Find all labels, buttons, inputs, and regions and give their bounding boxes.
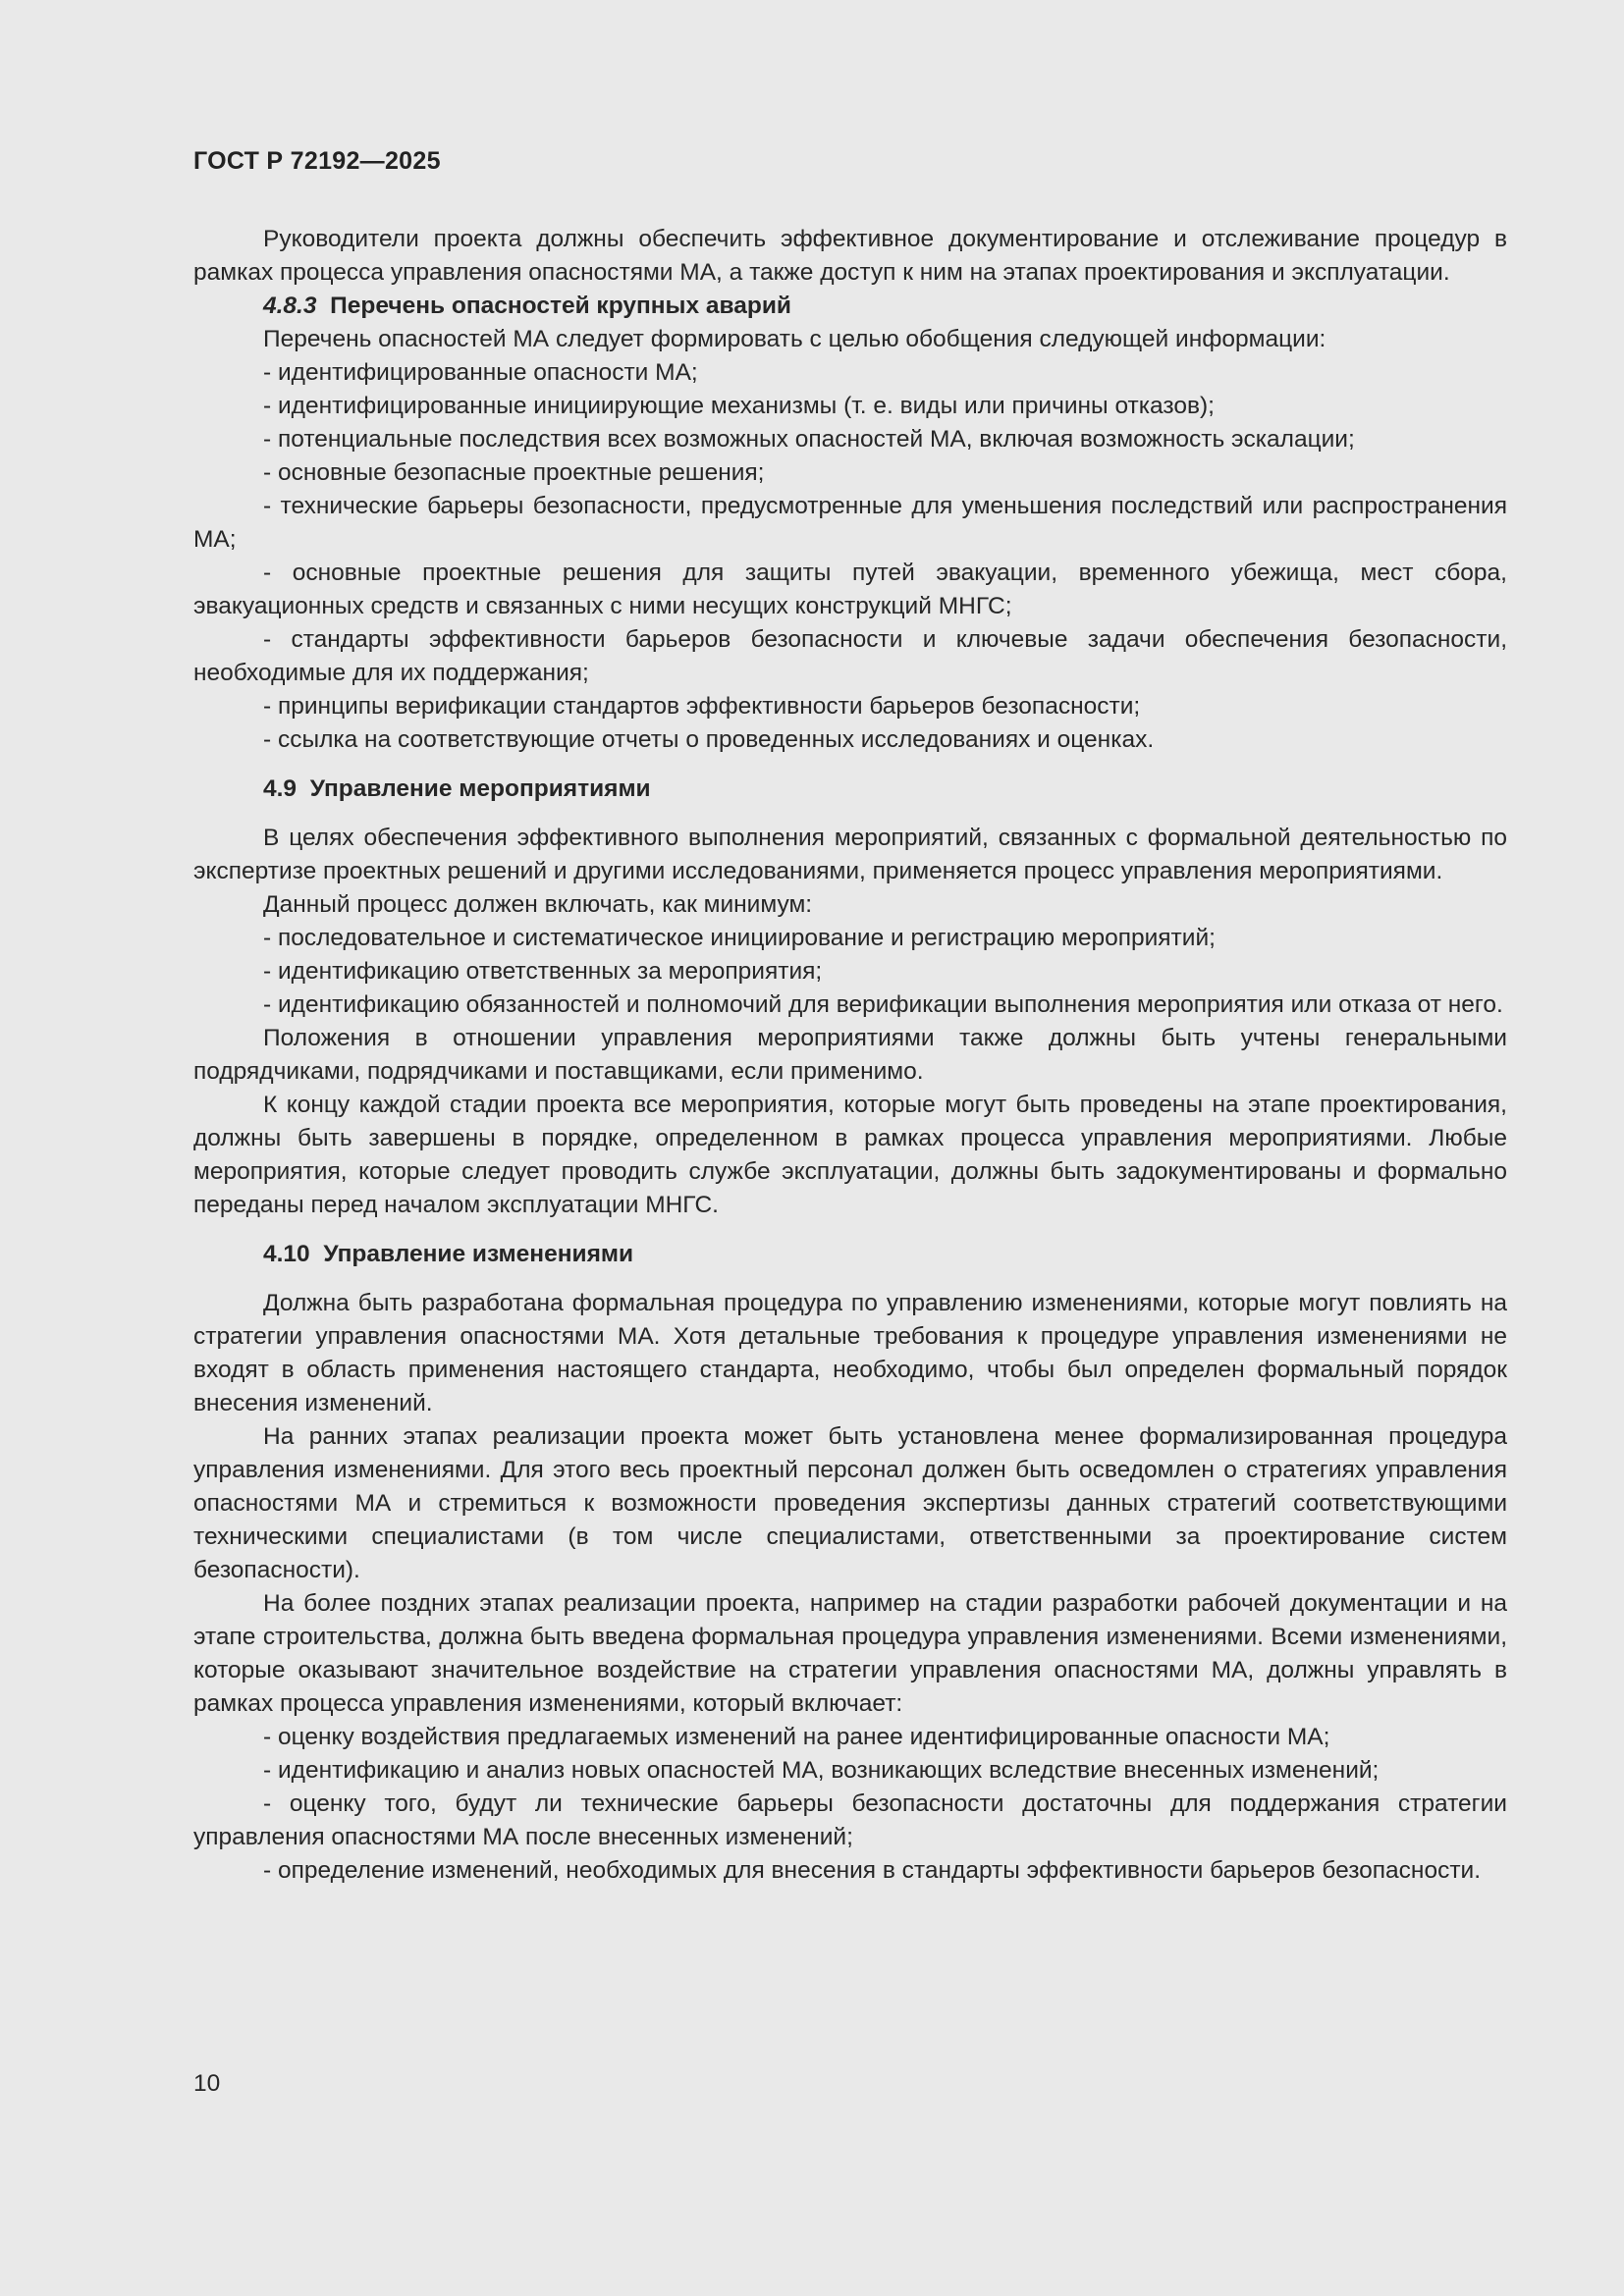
section-number: 4.8.3 xyxy=(263,293,317,319)
section-heading-4-8-3 xyxy=(193,290,1507,323)
list-item: - идентификацию обязанностей и полномочий для верификации выполнения мероприятия или отказа от него. xyxy=(263,991,1503,1018)
section-title: Управление мероприятиями xyxy=(309,775,651,802)
paragraph: Должна быть разработана формальная процедура по управлению изменениями, которые могут повлиять на стратегии управления опасностями МА. Хотя детальные требования к процедуре управления изменениями не входят в область применения настоящего стандарта, необходимо, чтобы был определен формальный порядок внесения изменений. xyxy=(193,1290,1507,1416)
list-item: - основные безопасные проектные решения; xyxy=(263,459,765,486)
list-item: - основные проектные решения для защиты путей эвакуации, временного убежища, мест сбора, эвакуационных средств и связанных с ними несущих конструкций МНГС; xyxy=(193,560,1507,619)
page-number: 10 xyxy=(193,2070,221,2097)
list-item: - определение изменений, необходимых для внесения в стандарты эффективности барьеров безопасности. xyxy=(263,1857,1482,1884)
paragraph: К концу каждой стадии проекта все мероприятия, которые могут быть проведены на этапе проектирования, должны быть завершены в порядке, определенном в рамках процесса управления мероприятиями. Любые мероприятия, которые следует проводить службе эксплуатации, должны быть задокументированы и формально переданы перед началом эксплуатации МНГС. xyxy=(193,1092,1507,1218)
document-body xyxy=(193,223,1507,1888)
list-item: - стандарты эффективности барьеров безопасности и ключевые задачи обеспечения безопасности, необходимые для их поддержания; xyxy=(193,626,1507,686)
list-item: - ссылка на соответствующие отчеты о проведенных исследованиях и оценках. xyxy=(263,726,1155,753)
section-heading-4-10 xyxy=(193,1238,1507,1271)
list-item: - оценку того, будут ли технические барьеры безопасности достаточны для поддержания стратегии управления опасностями МА после внесенных изменений; xyxy=(193,1790,1507,1850)
list-item: - последовательное и систематическое инициирование и регистрацию мероприятий; xyxy=(263,925,1216,951)
standard-code-header: ГОСТ Р 72192—2025 xyxy=(193,147,441,175)
paragraph: Перечень опасностей МА следует формировать с целью обобщения следующей информации: xyxy=(263,326,1326,352)
list-item: - принципы верификации стандартов эффективности барьеров безопасности; xyxy=(263,693,1141,720)
list-item: - потенциальные последствия всех возможных опасностей МА, включая возможность эскалации; xyxy=(263,426,1355,453)
list-item: - идентификацию и анализ новых опасностей МА, возникающих вследствие внесенных изменений; xyxy=(263,1757,1380,1784)
paragraph: В целях обеспечения эффективного выполнения мероприятий, связанных с формальной деятельностью по экспертизе проектных решений и другими исследованиями, применяется процесс управления мероприятиями. xyxy=(193,825,1507,884)
paragraph: На ранних этапах реализации проекта может быть установлена менее формализированная процедура управления изменениями. Для этого весь проектный персонал должен быть осведомлен о стратегиях управления опасностями МА и стремиться к возможности проведения экспертизы данных стратегий соответствующими техническими специалистами (в том числе специалистами, ответственными за проектирование систем безопасности). xyxy=(193,1423,1507,1583)
section-title: Управление изменениями xyxy=(323,1241,634,1267)
paragraph: На более поздних этапах реализации проекта, например на стадии разработки рабочей документации и на этапе строительства, должна быть введена формальная процедура управления изменениями. Всеми изменениями, которые оказывают значительное воздействие на стратегии управления опасностями МА, должны управлять в рамках процесса управления изменениями, который включает: xyxy=(193,1590,1507,1717)
paragraph: Положения в отношении управления мероприятиями также должны быть учтены генеральными подрядчиками, подрядчиками и поставщиками, если применимо. xyxy=(193,1025,1507,1085)
section-title: Перечень опасностей крупных аварий xyxy=(330,293,791,319)
list-item: - оценку воздействия предлагаемых изменений на ранее идентифицированные опасности МА; xyxy=(263,1724,1330,1750)
section-number: 4.10 xyxy=(263,1241,310,1267)
list-item: - идентифицированные опасности МА; xyxy=(263,359,698,386)
paragraph: Руководители проекта должны обеспечить эффективное документирование и отслеживание процедур в рамках процесса управления опасностями МА, а также доступ к ним на этапах проектирования и эксплуатации. xyxy=(193,226,1507,286)
section-number: 4.9 xyxy=(263,775,298,802)
section-heading-4-9 xyxy=(193,773,1507,806)
list-item: - идентифицированные инициирующие механизмы (т. е. виды или причины отказов); xyxy=(263,393,1215,419)
list-item: - технические барьеры безопасности, предусмотренные для уменьшения последствий или распространения МА; xyxy=(193,493,1507,553)
list-item: - идентификацию ответственных за мероприятия; xyxy=(263,958,823,985)
paragraph: Данный процесс должен включать, как минимум: xyxy=(263,891,813,918)
